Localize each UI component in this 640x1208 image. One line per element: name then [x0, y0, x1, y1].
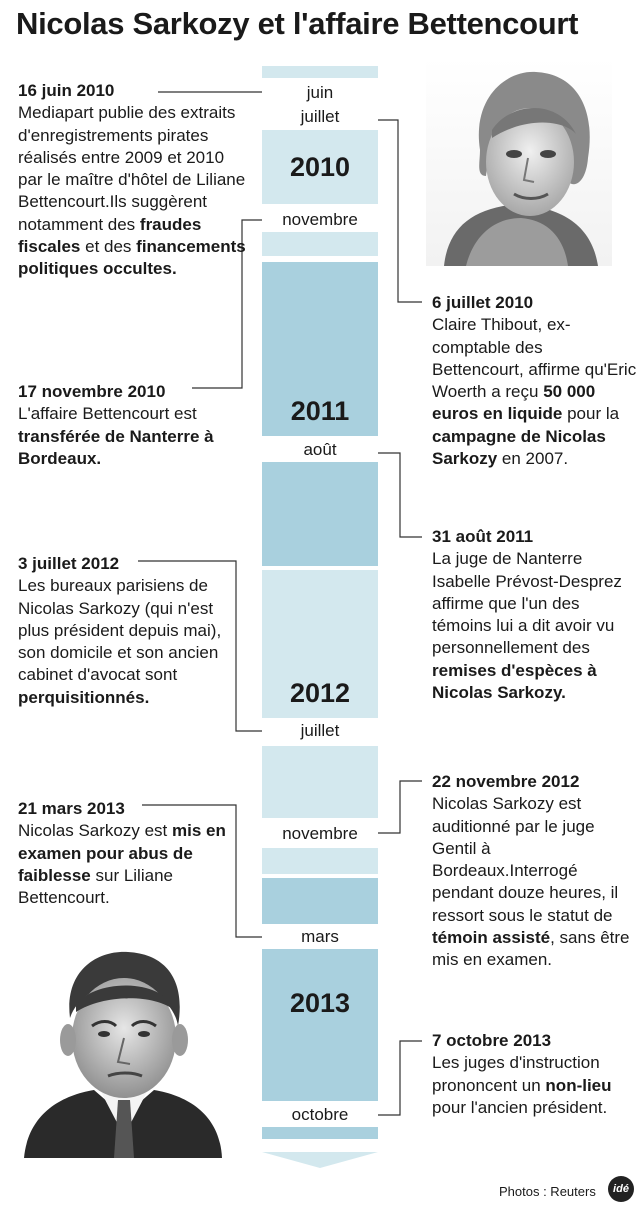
publisher-logo: idé [608, 1176, 634, 1202]
event-text: Nicolas Sarkozy est [18, 821, 172, 841]
year-label: 2012 [289, 678, 351, 708]
page-title: Nicolas Sarkozy et l'affaire Bettencourt [16, 6, 579, 41]
event-date: 22 novembre 2012 [432, 772, 580, 791]
month-label: juillet [300, 107, 340, 126]
event-text: L'affaire Bettencourt est [18, 404, 197, 424]
event-text: Les juges d'instruction prononcent un [432, 1053, 600, 1095]
event-text: en 2007. [497, 449, 569, 469]
year-label: 2013 [289, 988, 351, 1018]
event-highlight: fraudes fiscales [18, 214, 202, 257]
event-text: Les bureaux parisiens de Nicolas Sarkozy (qui n'est plus président depuis mai), son domicile et son ancien cabinet d'avocat sont [18, 576, 222, 685]
event-date: 7 octobre 2013 [432, 1031, 552, 1050]
month-label: mars [301, 927, 339, 946]
event-text: Mediapart publie des extraits d'enregistrements pirates réalisés entre 2009 et 2010 par le maître d'hôtel de Liliane Bettencourt. [18, 103, 246, 212]
year-label: 2010 [289, 152, 351, 182]
event-date: 6 juillet 2010 [432, 293, 534, 312]
event-highlight: perquisitionnés. [18, 687, 150, 707]
event-highlight: campagne de Nicolas Sarkozy [432, 426, 606, 469]
month-label: novembre [282, 210, 358, 229]
event-text: Ils suggèrent notamment des [18, 192, 208, 234]
event-date: 21 mars 2013 [18, 799, 125, 818]
event-text: Interrogé pendant douze heures, il ressort sous le statut de [432, 861, 619, 925]
event-date: 16 juin 2010 [18, 81, 115, 100]
event-text: pour la [562, 404, 620, 424]
event-text: , sans être mis en examen. [432, 928, 630, 970]
event-highlight: témoin assisté [432, 928, 551, 948]
event-text: sur Liliane Bettencourt. [18, 865, 173, 908]
month-label: octobre [291, 1105, 349, 1124]
event-highlight: mis en examen pour abus de faiblesse [18, 821, 226, 885]
event-highlight: 50 000 euros en liquide [432, 382, 596, 424]
event-date: 3 juillet 2012 [18, 554, 120, 573]
event-text: Claire Thibout, ex-comptable des Bettencourt, affirme qu'Eric Woerth a reçu [432, 315, 637, 402]
event-text: La juge de Nanterre Isabelle Prévost-Desprez affirme que l'un des témoins lui a dit avoir vu personnellement des [432, 549, 622, 658]
event-highlight: transférée de Nanterre à Bordeaux. [18, 426, 214, 468]
event-highlight: financements politiques occultes. [18, 237, 246, 279]
month-label: juillet [300, 721, 340, 740]
month-label: août [303, 440, 337, 459]
event-highlight: non-lieu [545, 1075, 612, 1095]
event-text: et des [80, 237, 137, 257]
event-text: Nicolas Sarkozy est auditionné par le juge Gentil à Bordeaux. [432, 794, 595, 881]
month-label: juin [306, 83, 334, 102]
event-text: pour l'ancien président. [432, 1097, 608, 1117]
month-label: novembre [282, 824, 358, 843]
year-label: 2011 [290, 396, 350, 426]
event-highlight: remises d'espèces à Nicolas Sarkozy. [432, 660, 597, 703]
photo-credit: Photos : Reuters [499, 1184, 596, 1199]
event-date: 31 août 2011 [432, 527, 534, 546]
event-date: 17 novembre 2010 [18, 382, 166, 401]
